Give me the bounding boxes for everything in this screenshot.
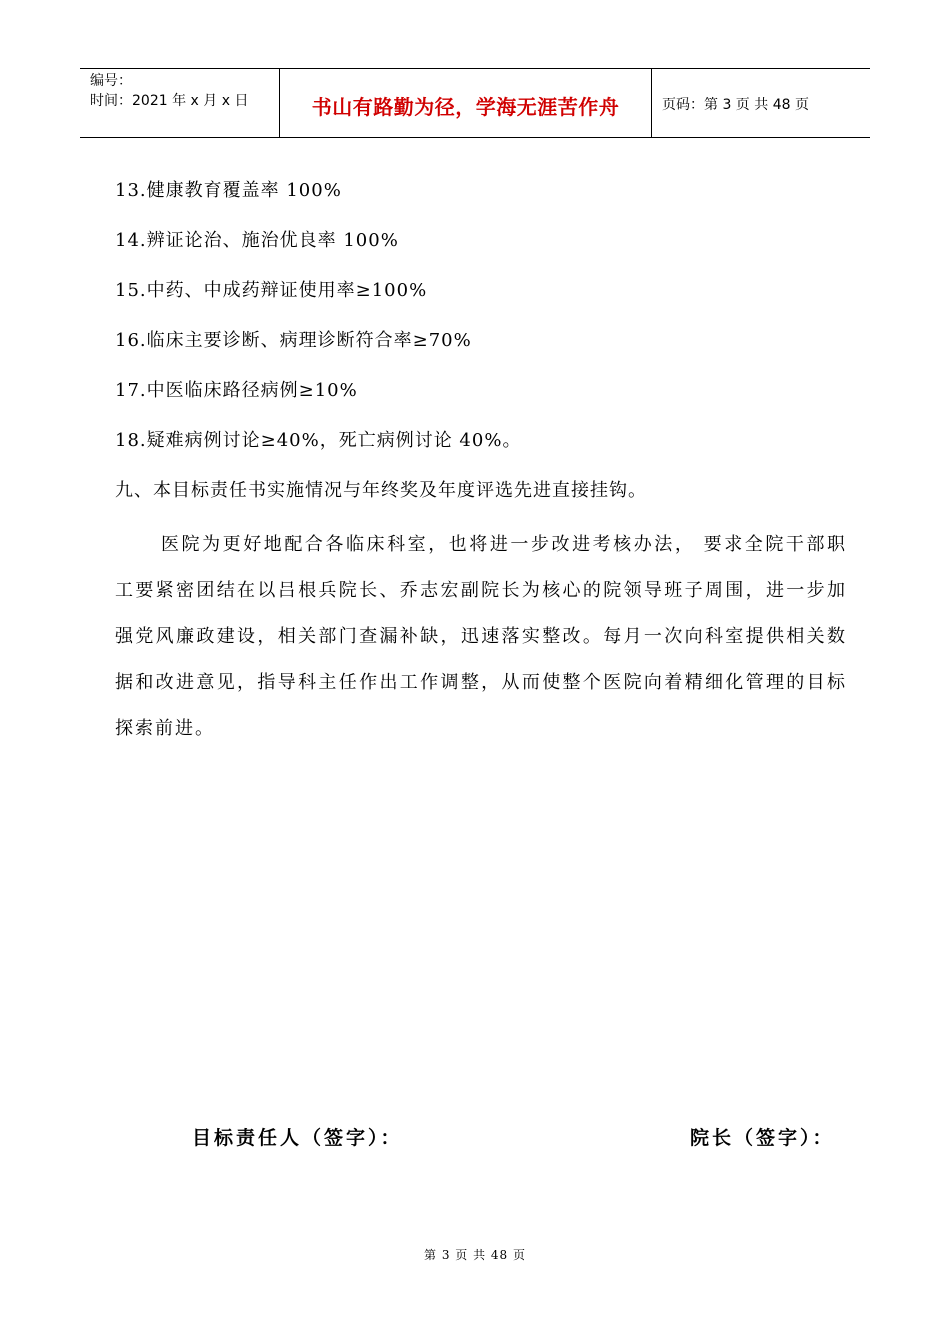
indicator-list [115,176,855,526]
header-page-info: 页码：第 3 页 共 48 页 [662,97,809,113]
list-item: 13.健康教育覆盖率 100% [115,180,342,201]
header-motto: 书山有路勤为径，学海无涯苦作舟 [311,94,620,119]
page-header [80,68,870,138]
header-motto-cell [280,69,652,137]
document-date: 时间：2021 年 x 月 x 日 [90,93,249,109]
list-item: 15.中药、中成药辩证使用率≥100% [115,280,428,301]
document-number-label: 编号： [90,73,132,89]
list-item: 16.临床主要诊断、病理诊断符合率≥70% [115,330,472,351]
list-item: 17.中医临床路径病例≥10% [115,380,358,401]
header-meta [80,69,280,137]
page-footer: 第 3 页 共 48 页 [424,1248,526,1262]
signature-target-responsible: 目标责任人（签字）： [192,1127,403,1149]
list-item: 18.疑难病例讨论≥40%，死亡病例讨论 40%。 [115,430,522,451]
signature-director: 院长（签字）： [690,1127,835,1149]
list-item: 14.辨证论治、施治优良率 100% [115,230,399,251]
body-paragraph: 医院为更好地配合各临床科室，也将进一步改进考核办法， 要求全院干部职工要紧密团结在以吕根兵院长、乔志宏副院长为核心的院领导班子周围，进一步加强党风廉政建设，相关部门查漏补缺，迅速落实整改。每月一次向科室提供相关数据和改进意见，指导科主任作出工作调整，从而使整个医院向着精细化管理的目标探索前进。 [115,534,847,739]
list-item: 九、本目标责任书实施情况与年终奖及年度评选先进直接挂钩。 [115,480,647,501]
